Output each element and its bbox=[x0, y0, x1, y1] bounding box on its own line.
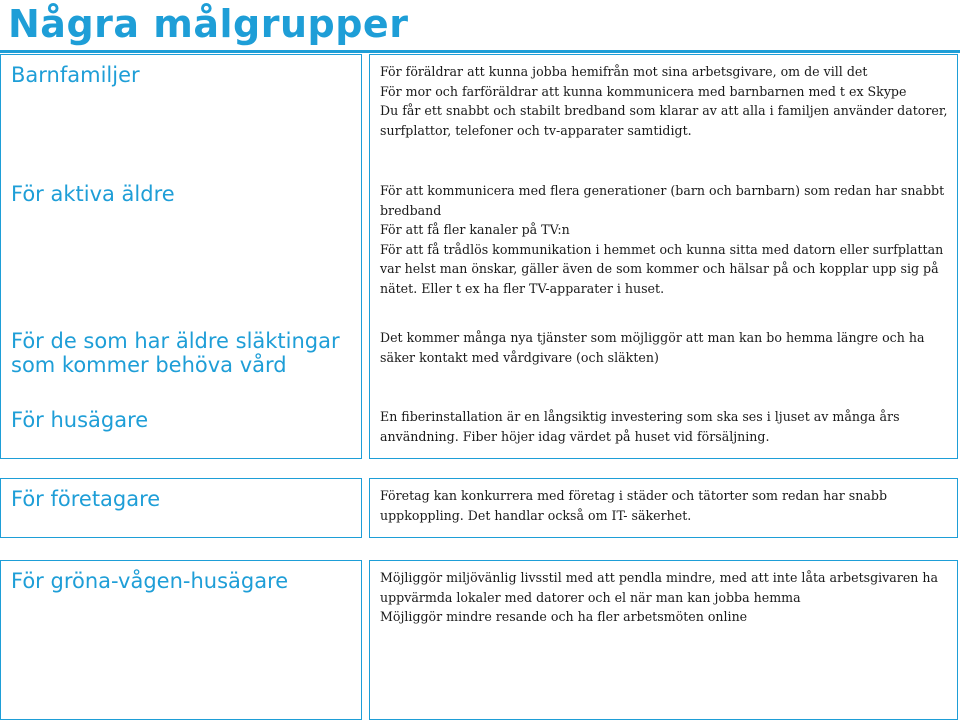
description-line: För mor och farföräldrar att kunna kommunicera med barnbarnen med t ex Skype bbox=[380, 83, 907, 99]
description-aktiva-aldre bbox=[380, 181, 949, 299]
description-line: Möjliggör mindre resande och ha fler arbetsmöten online bbox=[380, 609, 748, 625]
description-line: Du får ett snabbt och stabilt bredband som klarar av att alla i familjen använder datorer, surfplattor, telefoner och tv-apparater samtidigt. bbox=[380, 103, 948, 138]
group-name-panel-grona-vagen bbox=[0, 560, 362, 720]
description-line: För att få fler kanaler på TV:n bbox=[380, 222, 570, 238]
group-name-grona-vagen: För gröna-vågen-husägare bbox=[11, 569, 289, 593]
description-husagare bbox=[380, 407, 949, 446]
description-line: En fiberinstallation är en långsiktig investering som ska ses i ljuset av många års användning. Fiber höjer idag värdet på huset vid försäljning. bbox=[380, 409, 900, 444]
group-name-panel-foretagare bbox=[0, 478, 362, 538]
title-divider bbox=[0, 50, 960, 53]
group-name-aldre-slaktingar: För de som har äldre släktingar som kommer behöva vård bbox=[11, 329, 340, 377]
description-line: För föräldrar att kunna jobba hemifrån mot sina arbetsgivare, om de vill det bbox=[380, 64, 868, 79]
description-aldre-slaktingar bbox=[380, 328, 949, 367]
description-barnfamiljer bbox=[380, 62, 949, 140]
page-title: Några målgrupper bbox=[8, 2, 409, 46]
description-line: För att få trådlös kommunikation i hemmet och kunna sitta med datorn eller surfplattan var helst man önskar, gäller även de som kommer och hälsar på och kopplar upp sig på nätet. Eller t ex ha fler TV-apparater i huset. bbox=[380, 241, 944, 296]
description-grona-vagen bbox=[380, 568, 949, 627]
group-names-panel-main bbox=[0, 54, 362, 459]
group-name-foretagare: För företagare bbox=[11, 487, 161, 511]
group-descriptions-panel-main bbox=[369, 54, 958, 459]
group-name-husagare: För husägare bbox=[11, 408, 149, 432]
description-line: Möjliggör miljövänlig livsstil med att pendla mindre, med att inte låta arbetsgivaren ha uppvärmda lokaler med datorer och el när man kan jobba hemma bbox=[380, 570, 939, 605]
description-line: För att kommunicera med flera generationer (barn och barnbarn) som redan har snabbt bredband bbox=[380, 183, 945, 218]
description-foretagare bbox=[380, 486, 949, 525]
description-panel-grona-vagen bbox=[369, 560, 958, 720]
description-line: Företag kan konkurrera med företag i städer och tätorter som redan har snabb uppkoppling. Det handlar också om IT- säkerhet. bbox=[380, 488, 888, 523]
description-line: Det kommer många nya tjänster som möjliggör att man kan bo hemma längre och ha säker kontakt med vårdgivare (och släkten) bbox=[380, 330, 925, 365]
description-panel-foretagare bbox=[369, 478, 958, 538]
group-name-aktiva-aldre: För aktiva äldre bbox=[11, 182, 175, 206]
group-name-barnfamiljer: Barnfamiljer bbox=[11, 63, 140, 87]
